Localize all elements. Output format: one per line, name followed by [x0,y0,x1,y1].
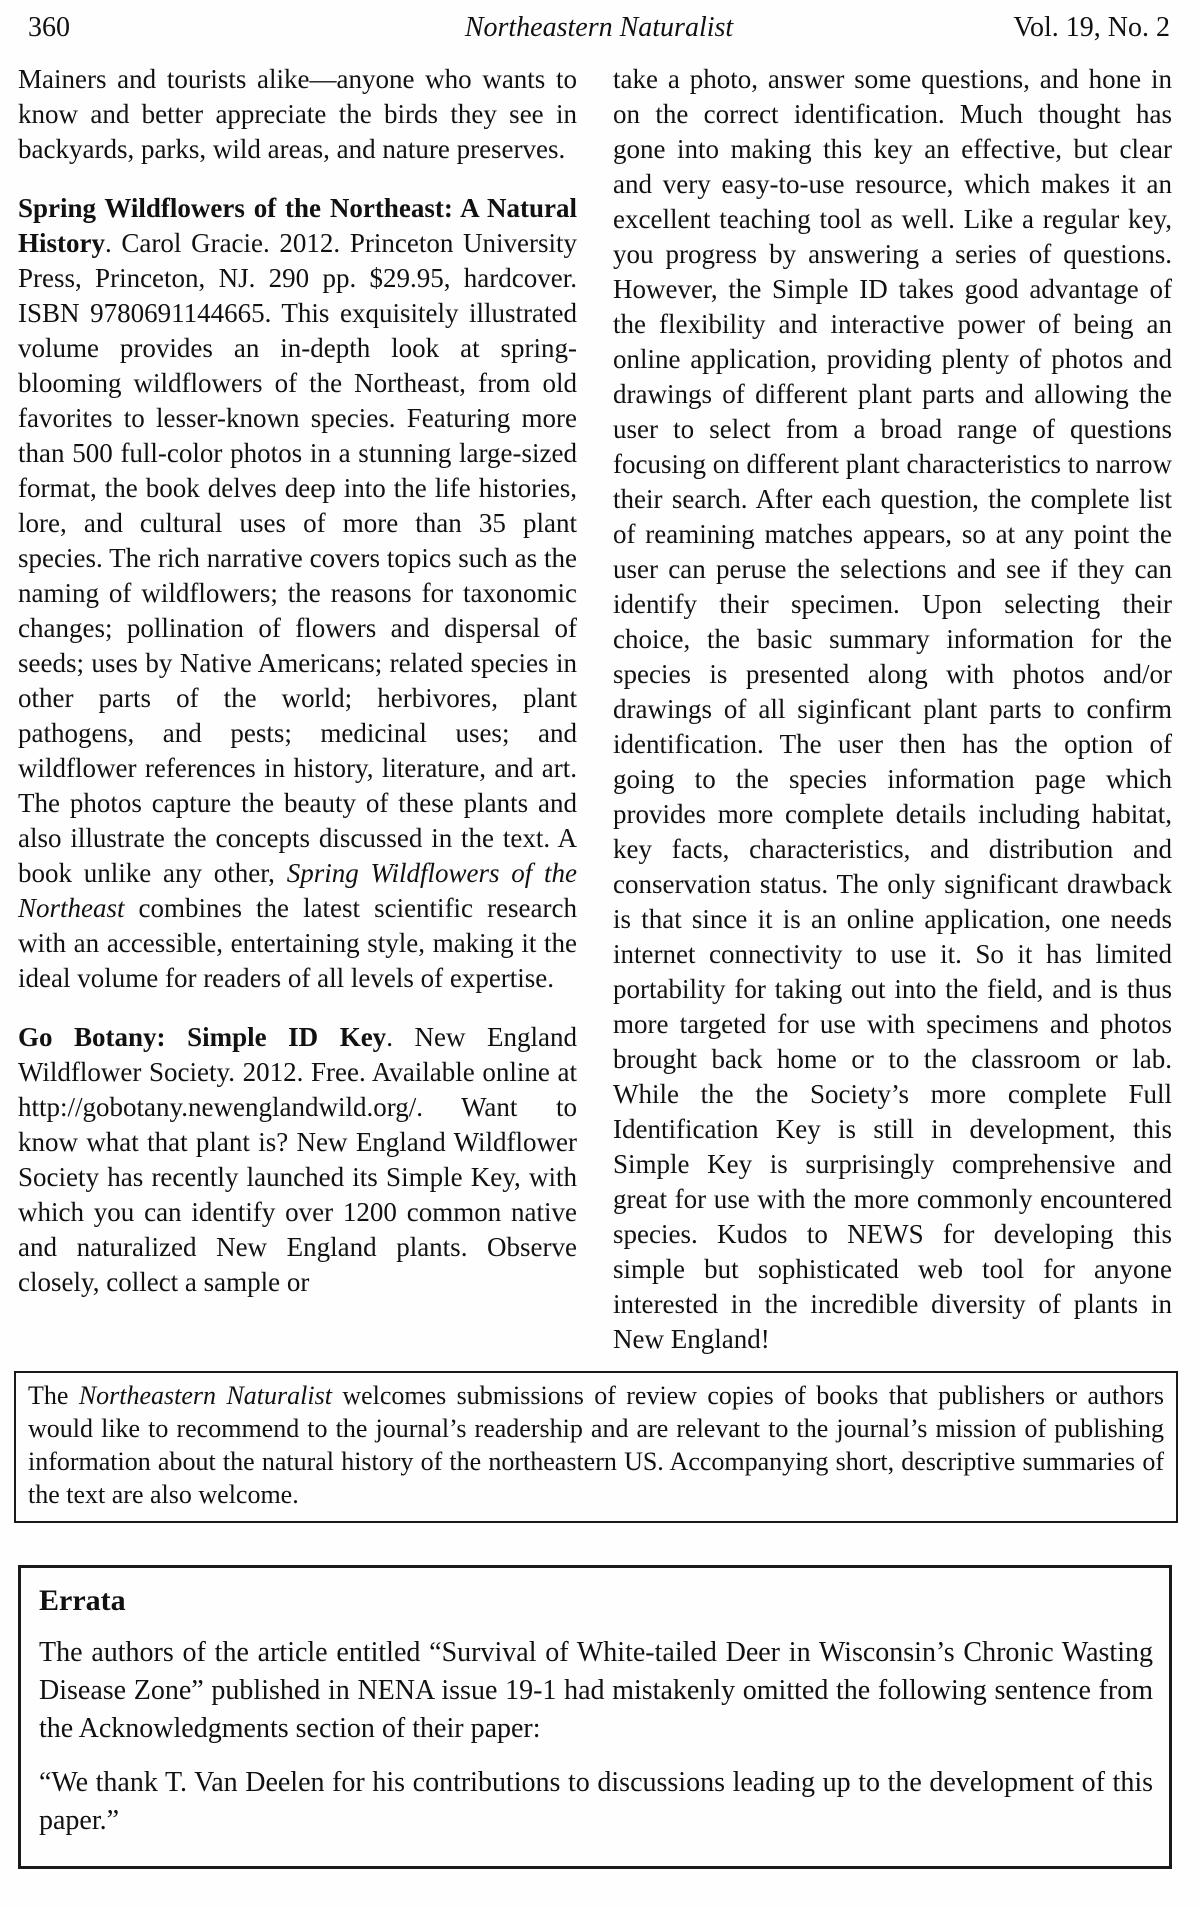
column-paragraph-text: take a photo, answer some questions, and hone in on the correct identification. Much thought has gone into making this key an effective, but clear and very easy-to-use resource, which makes it an excellent teaching tool as well. Like a regular key, you progress by answering a series of questions. However, the Simple ID takes good advantage of the flexibility and interactive power of being an online application, providing plenty of photos and drawings of different plant parts and allowing the user to select from a broad range of questions focusing on different plant characteristics to narrow their search. After each question, the complete list of reamining matches appears, so at any point the user can peruse the selections and see if they can identify their specimen. Upon selecting their choice, the basic summary information for the species is presented along with photos and/or drawings of all siginficant plant parts to confirm identification. The user then has the option of going to the species information page which provides more complete details including habitat, key facts, characteristics, and distribution and conservation status. The only significant drawback is that since it is an online application, one needs internet connectivity to use it. So it has limited portability for taking out into the field, and is thus more targeted for use with specimens and photos brought back home or to the classroom or lab. While the the Society’s more complete Full Identification Key is still in development, this Simple Key is surprisingly comprehensive and great for use with the more commonly encountered species. Kudos to NEWS for developing this simple but sophisticated web tool for anyone interested in the incredible diversity of plants in New England! [613,64,1172,1354]
page-number: 360 [28,12,70,43]
book-review-go-botany [18,1020,577,1300]
review-citation: . Carol Gracie. 2012. Princeton University Press, Princeton, NJ. 290 pp. $29.95, hardcover. ISBN 9780691144665. [18,228,577,328]
submissions-text-rest: welcomes submissions of review copies of books that publishers or authors would like to recommend to the journal’s readership and are relevant to the journal’s mission of publishing information about the natural history of the northeastern US. Accompanying short, descriptive summaries of the text are also welcome. [28,1381,1164,1509]
errata-paragraph-2: “We thank T. Van Deelen for his contributions to discussions leading up to the development of this paper.” [39,1767,1153,1836]
volume-issue: Vol. 19, No. 2 [1013,12,1170,43]
intro-paragraph [18,62,577,167]
review-title-go-botany: Go Botany: Simple ID Key [18,1022,387,1052]
book-review-spring-wildflowers [18,191,577,996]
page-header [18,10,1172,44]
intro-text: Mainers and tourists alike—anyone who wants to know and better appreciate the birds they see in backyards, parks, wild areas, and nature preserves. [18,64,577,164]
review-body-go-botany: . New England Wildflower Society. 2012. Free. Available online at http://gobotany.newenglandwild.org/. Want to know what that plant is? New England Wildflower Society has recently launched its Simple Key, with which you can identify over 1200 common native and naturalized New England plants. Observe closely, collect a sample or [18,1022,577,1297]
review-body-part1: This exquisitely illustrated volume provides an in-depth look at spring-blooming wildflowers of the Northeast, from old favorites to lesser-known species. Featuring more than 500 full-color photos in a stunning large-sized format, the book delves deep into the life histories, lore, and cultural uses of more than 35 plant species. The rich narrative covers topics such as the naming of wildflowers; the reasons for taxonomic changes; pollination of flowers and dispersal of seeds; uses by Native Americans; related species in other parts of the world; herbivores, plant pathogens, and pests; medicinal uses; and wildflower references in history, literature, and art. The photos capture the beauty of these plants and also illustrate the concepts discussed in the text. A book unlike any other, [18,298,577,888]
errata-heading: Errata [39,1584,126,1617]
submissions-text-lead: The [28,1381,79,1410]
journal-name-italic: Northeastern Naturalist [78,1381,332,1410]
review-body-part2: combines the latest scientific research with an accessible, entertaining style, making it the ideal volume for readers of all levels of expertise. [18,893,577,993]
errata-box [18,1565,1172,1869]
column-paragraph [613,62,1172,1357]
journal-title: Northeastern Naturalist [464,12,734,43]
submissions-text [28,1379,1164,1511]
errata-paragraph-1: The authors of the article entitled “Survival of White-tailed Deer in Wisconsin’s Chronic Wasting Disease Zone” published in NENA issue 19-1 had mistakenly omitted the following sentence from the Acknowledgments section of their paper: [39,1637,1153,1744]
text-columns [18,62,1172,1357]
left-column [18,62,577,1357]
right-column [613,62,1172,1357]
submissions-box [14,1371,1178,1523]
book-title-italic: Spring Wildflowers of the Northeast [18,858,577,923]
review-title-spring-wildflowers: Spring Wildflowers of the Northeast: A Natural History [18,193,577,258]
